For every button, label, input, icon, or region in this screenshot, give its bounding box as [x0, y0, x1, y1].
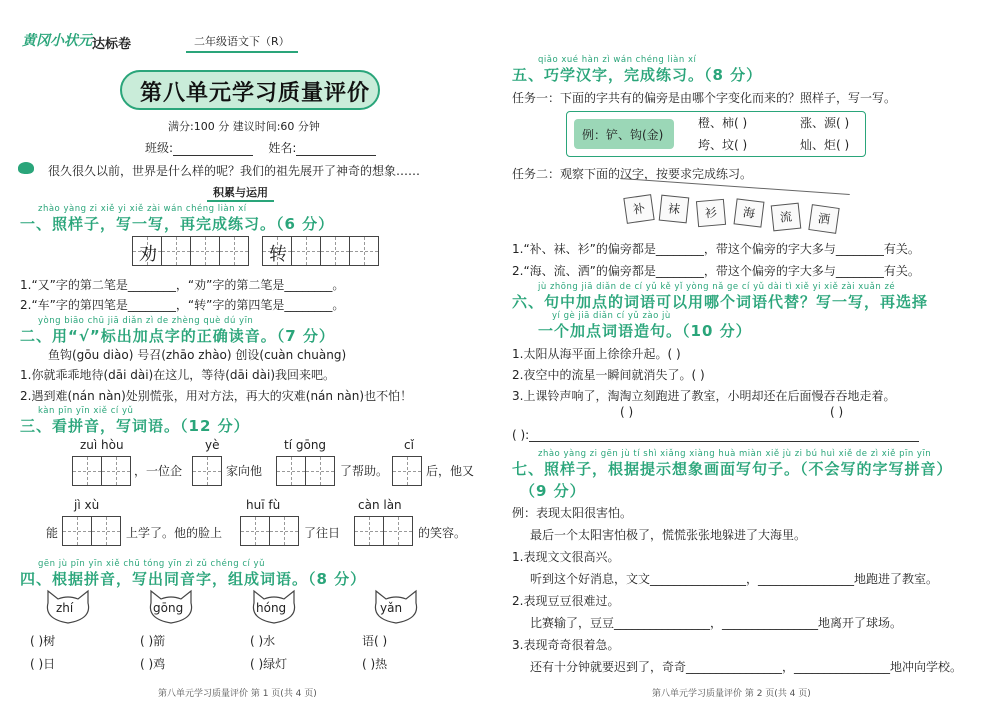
q7-example-1: 例：表现太阳很害怕。 [512, 506, 633, 520]
q3-text-3: 了帮助。 [340, 464, 389, 478]
write-box[interactable] [62, 516, 92, 546]
cat-face-icon [145, 589, 197, 627]
q4-r1-c3[interactable]: ( )水 [250, 634, 276, 648]
write-box[interactable] [161, 236, 191, 266]
q3-text-4: 后，他又 [426, 464, 475, 478]
q1-item-2[interactable]: 2.“车”字的第四笔是________，“转”字的第四笔是________。 [20, 298, 345, 312]
q1-grid-1 [132, 236, 249, 266]
cat-pinyin: yǎn [380, 601, 403, 615]
q3-text-6: 上学了。他的脸上 [126, 526, 223, 540]
q7-item-3-sentence[interactable]: 还有十分钟就要迟到了，奇奇________________，________________地冲向学校。 [530, 660, 963, 674]
q7-item-2-sentence[interactable]: 比赛输了，豆豆________________，________________地离开了球场。 [530, 616, 903, 630]
q5-g2[interactable]: 涨、源( ) [800, 116, 850, 130]
q4-r1-c4[interactable]: 语( ) [362, 634, 388, 648]
brand-logo: 黄冈小状元 [22, 33, 92, 49]
right-footer: 第八单元学习质量评价 第 2 页(共 4 页) [652, 689, 811, 699]
write-box[interactable] [240, 516, 270, 546]
bird-icon [18, 162, 34, 174]
q6-blank-b[interactable]: ( ) [830, 405, 844, 419]
char-tag: 流 [771, 203, 802, 232]
q6-sentence-2[interactable]: 2.夜空中的流星一瞬间就消失了。( ) [512, 368, 705, 382]
cat-face-icon [248, 589, 300, 627]
grade-label: 二年级语文下（R） [186, 33, 298, 53]
write-box[interactable] [101, 456, 131, 486]
q6-sentence-3: 3.上课铃声响了，淘淘立刻跑进了教室，小明却还在后面慢吞吞地走着。 [512, 389, 896, 403]
q3-text-5: 能 [46, 526, 59, 540]
q3-grid-1 [72, 456, 131, 486]
q2-sentence-1[interactable]: 1.你就乖乖地待(dāi dài)在这儿，等待(dāi dài)我回来吧。 [20, 368, 336, 382]
q5-task2: 任务二：观察下面的汉字，按要求完成练习。 [512, 167, 753, 181]
q7-item-1: 1.表现文文很高兴。 [512, 550, 620, 564]
q3-grid-3 [276, 456, 335, 486]
q6-pinyin-2: yí gè jiā diǎn cí yǔ zào jù [552, 311, 671, 321]
q5-task1: 任务一：下面的字共有的偏旁是由哪个字变化而来的？照样子，写一写。 [512, 91, 897, 105]
write-box[interactable] [72, 456, 102, 486]
write-box[interactable] [354, 516, 384, 546]
q3-text-2: 家向他 [226, 464, 263, 478]
q4-r1-c1[interactable]: ( )树 [30, 634, 56, 648]
q4-r1-c2[interactable]: ( )箭 [140, 634, 166, 648]
q7-item-3: 3.表现奇奇很着急。 [512, 638, 620, 652]
char-tag: 衫 [696, 199, 726, 227]
char-box: 劝 [132, 236, 162, 266]
char-tag: 海 [734, 198, 765, 227]
right-page [500, 0, 1000, 716]
char-tag: 袜 [659, 195, 690, 224]
name-label: 姓名: [268, 141, 297, 155]
cat-pinyin: gōng [153, 601, 184, 615]
q3-grid-4 [392, 456, 422, 486]
q5-g4[interactable]: 灿、炬( ) [800, 138, 850, 152]
q4-pinyin: gēn jù pīn yīn xiě chū tóng yīn zì zǔ chéng cí yǔ [38, 559, 265, 569]
cat-pinyin: zhí [56, 601, 74, 615]
write-box[interactable] [219, 236, 249, 266]
q2-sentence-2[interactable]: 2.遇到难(nán nàn)处别慌张，用对方法，再大的灾难(nán nàn)也不怕！ [20, 389, 413, 403]
q3-text-7: 了往日 [304, 526, 341, 540]
q7-item-1-sentence[interactable]: 听到这个好消息，文文________________，________________地跑进了教室。 [530, 572, 939, 586]
q3-py-7: càn làn [358, 498, 402, 512]
q3-py-3: tí gōng [284, 438, 327, 452]
q2-title: 二、用“√”标出加点字的正确读音。（7 分） [20, 327, 335, 345]
class-field[interactable] [145, 139, 376, 156]
cat-face-icon [42, 589, 94, 627]
left-footer: 第八单元学习质量评价 第 1 页(共 4 页) [158, 689, 317, 699]
write-box[interactable] [383, 516, 413, 546]
q3-grid-7 [354, 516, 413, 546]
q3-grid-5 [62, 516, 121, 546]
char-tag: 洒 [808, 204, 839, 234]
q1-title: 一、照样子，写一写，再完成练习。（6 分） [20, 215, 335, 233]
q6-blank-a[interactable]: ( ) [620, 405, 634, 419]
q6-title: 六、句中加点的词语可以用哪个词语代替？写一写，再选择 [512, 293, 929, 311]
q7-pinyin: zhào yàng zi gēn jù tí shì xiǎng xiàng huà miàn xiě jù zi bú huì xiě de zì xiě pīn yīn [538, 449, 932, 459]
q5-g3[interactable]: 垮、坟( ) [698, 138, 748, 152]
write-box[interactable] [192, 456, 222, 486]
q3-grid-2 [192, 456, 222, 486]
cat-pinyin: hóng [256, 601, 287, 615]
q1-grid-2 [262, 236, 379, 266]
write-box[interactable] [91, 516, 121, 546]
q3-py-4: cǐ [404, 438, 414, 452]
q7-score: （9 分） [520, 482, 586, 500]
q5-title: 五、巧学汉字，完成练习。（8 分） [512, 66, 763, 84]
intro-text: 很久很久以前，世界是什么样的呢？我们的祖先展开了神奇的想象…… [48, 164, 421, 178]
score-line: 满分:100 分 建议时间:60 分钟 [168, 120, 320, 133]
q7-item-2: 2.表现豆豆很难过。 [512, 594, 620, 608]
q3-text-8: 的笑容。 [418, 526, 467, 540]
q4-r2-c1[interactable]: ( )日 [30, 657, 56, 671]
q5-pinyin: qiǎo xué hàn zì wán chéng liàn xí [538, 55, 697, 65]
class-label: 班级: [145, 141, 174, 155]
q7-title: 七、照样子，根据提示想象画面写句子。（不会写的字写拼音） [512, 460, 953, 478]
write-box[interactable] [392, 456, 422, 486]
q3-py-1: zuì hòu [80, 438, 124, 452]
write-box[interactable] [190, 236, 220, 266]
char-tag: 补 [623, 194, 654, 224]
q4-r2-c3[interactable]: ( )绿灯 [250, 657, 288, 671]
q5-answer-2[interactable]: 2.“海、流、洒”的偏旁都是________，带这个偏旁的字大多与________有关。 [512, 264, 920, 278]
section-banner: 积累与运用 [207, 184, 274, 202]
q4-title: 四、根据拼音，写出同音字，组成词语。（8 分） [20, 570, 367, 588]
q3-text-1: ，一位企 [134, 464, 183, 478]
write-box[interactable] [349, 236, 379, 266]
q2-pinyin: yòng biāo chū jiā diǎn zì de zhèng què dú yīn [38, 316, 254, 326]
q3-py-2: yè [205, 438, 220, 452]
cat-face-icon [370, 589, 422, 627]
write-box[interactable] [320, 236, 350, 266]
write-box[interactable] [269, 516, 299, 546]
q3-pinyin: kàn pīn yīn xiě cí yǔ [38, 406, 134, 416]
brand-sub: 达标卷 [92, 37, 132, 52]
q5-answer-1[interactable]: 1.“补、袜、衫”的偏旁都是________，带这个偏旁的字大多与________有关。 [512, 242, 920, 256]
q6-title-2: 一个加点词语造句。（10 分） [538, 322, 752, 340]
q7-example-2: 最后一个太阳害怕极了，慌慌张张地躲进了大海里。 [530, 528, 807, 542]
q6-pinyin: jù zhōng jiā diǎn de cí yǔ kě yǐ yòng nǎ ge cí yǔ dài tì xiě yi xiě zài xuǎn zé [538, 282, 896, 292]
q4-r2-c4[interactable]: ( )热 [362, 657, 388, 671]
write-box[interactable] [291, 236, 321, 266]
q5-g1[interactable]: 橙、柿( ) [698, 116, 748, 130]
q3-py-6: huī fù [246, 498, 281, 512]
q5-example: 例：铲、钩(金) [582, 128, 664, 142]
q1-item-1[interactable]: 1.“又”字的第二笔是________，“劝”字的第二笔是________。 [20, 278, 345, 292]
write-box[interactable] [276, 456, 306, 486]
q3-py-5: jì xù [74, 498, 100, 512]
char-box: 转 [262, 236, 292, 266]
q6-make-sentence[interactable]: ( ): [512, 428, 919, 442]
q2-words[interactable]: 鱼钩(gōu diào) 号召(zhāo zhào) 创设(cuàn chuàng) [48, 348, 347, 362]
q4-r2-c2[interactable]: ( )鸡 [140, 657, 166, 671]
q6-sentence-1[interactable]: 1.太阳从海平面上徐徐升起。( ) [512, 347, 681, 361]
write-box[interactable] [305, 456, 335, 486]
q1-pinyin: zhào yàng zi xiě yi xiě zài wán chéng liàn xí [38, 204, 247, 214]
page-title: 第八单元学习质量评价 [140, 81, 371, 106]
q3-title: 三、看拼音，写词语。（12 分） [20, 417, 250, 435]
q3-grid-6 [240, 516, 299, 546]
